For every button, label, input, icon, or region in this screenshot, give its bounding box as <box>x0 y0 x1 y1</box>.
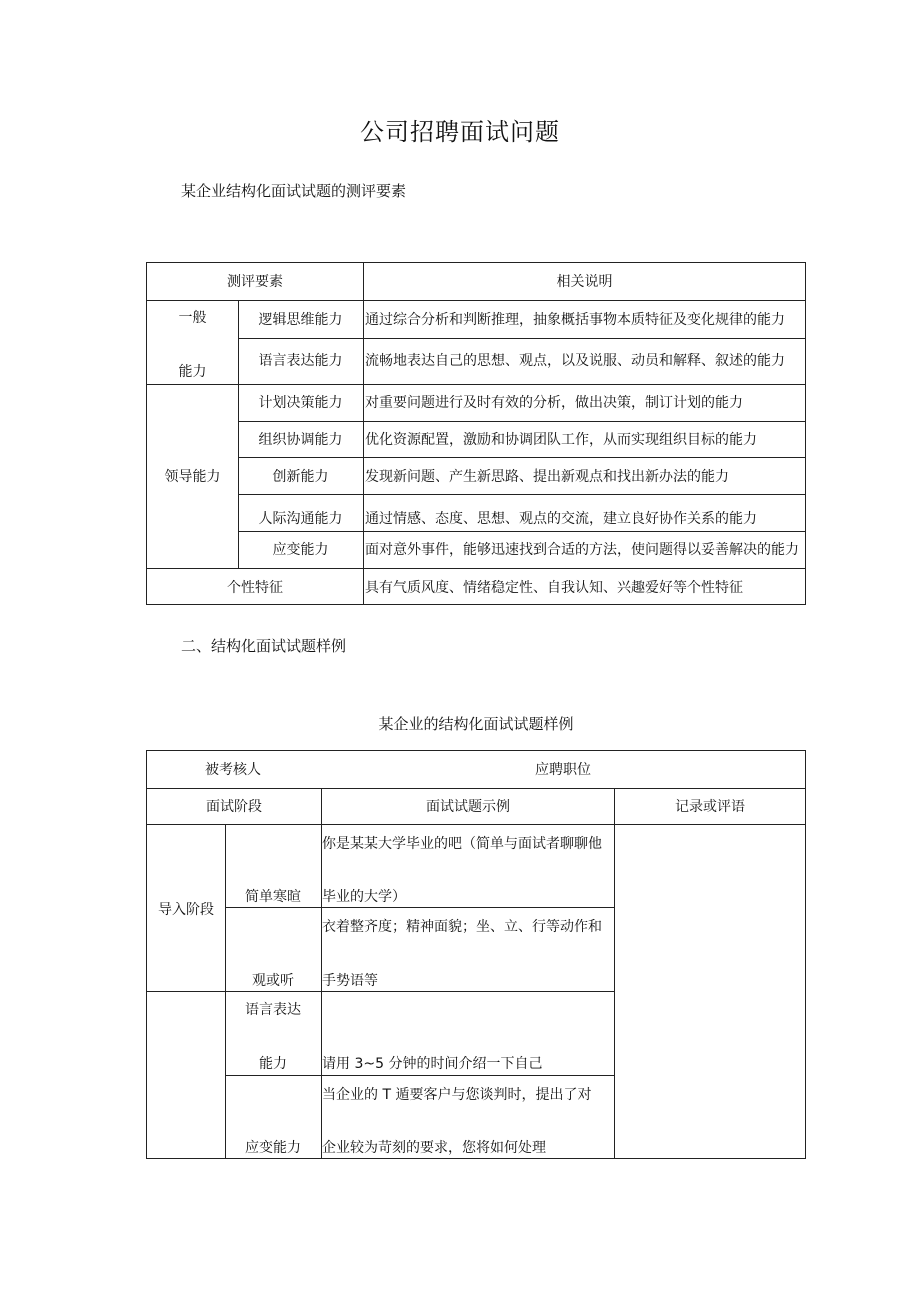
page-title: 公司招聘面试问题 <box>360 118 560 146</box>
sub-stage: 观或听 <box>252 973 294 989</box>
row-item: 计划决策能力 <box>258 395 343 411</box>
header-description: 相关说明 <box>556 274 613 290</box>
row-desc: 通过情感、态度、思想、观点的交流，建立良好协作关系的能力 <box>365 511 757 527</box>
row-desc: 通过综合分析和判断推理，抽象概括事物本质特征及变化规律的能力 <box>365 312 785 328</box>
group-leadership: 领导能力 <box>164 469 221 485</box>
position-label: 应聘职位 <box>535 762 591 778</box>
row-desc: 流畅地表达自己的思想、观点，以及说服、动员和解释、叙述的能力 <box>365 353 785 369</box>
header-question: 面试试题示例 <box>426 799 510 815</box>
sub-stage: 语言表达 <box>245 1002 301 1018</box>
table2-caption: 某企业的结构化面试试题样例 <box>378 715 574 733</box>
sub-stage: 能力 <box>259 1056 287 1072</box>
row-desc: 发现新问题、产生新思路、提出新观点和找出新办法的能力 <box>365 469 729 485</box>
section-heading-1: 某企业结构化面试试题的测评要素 <box>181 182 407 200</box>
row-desc: 面对意外事件，能够迅速找到合适的方法，使问题得以妥善解决的能力 <box>365 542 799 558</box>
personality-desc: 具有气质风度、情绪稳定性、自我认知、兴趣爱好等个性特征 <box>365 580 743 596</box>
row-item: 组织协调能力 <box>258 432 343 448</box>
question-line: 当企业的 T 遁要客户与您谈判时，提出了对 <box>322 1087 592 1103</box>
row-item: 应变能力 <box>272 542 329 558</box>
stage-intro: 导入阶段 <box>158 902 214 918</box>
row-desc: 优化资源配置，激励和协调团队工作，从而实现组织目标的能力 <box>365 432 757 448</box>
question-line: 企业较为苛刻的要求，您将如何处理 <box>322 1140 546 1156</box>
section-heading-2: 二、结构化面试试题样例 <box>181 637 347 655</box>
header-notes: 记录或评语 <box>675 799 745 815</box>
row-item: 创新能力 <box>272 469 329 485</box>
examinee-label: 被考核人 <box>205 762 261 778</box>
question-line: 衣着整齐度；精神面貌；坐、立、行等动作和 <box>322 919 602 935</box>
row-item: 人际沟通能力 <box>258 511 343 527</box>
group-general-line1: 一般 <box>178 310 207 326</box>
group-general-line2: 能力 <box>178 364 207 380</box>
interview-sample-table <box>146 750 806 1159</box>
header-element: 测评要素 <box>227 274 283 290</box>
sub-stage: 简单寒暄 <box>245 889 301 905</box>
personality-item: 个性特征 <box>227 580 283 596</box>
row-desc: 对重要问题进行及时有效的分析，做出决策，制订计划的能力 <box>365 395 743 411</box>
row-item: 逻辑思维能力 <box>258 312 343 328</box>
evaluation-table <box>146 262 806 605</box>
question-line: 你是某某大学毕业的吧（简单与面试者聊聊他 <box>322 836 602 852</box>
question-line: 手势语等 <box>322 973 378 989</box>
header-stage: 面试阶段 <box>206 799 262 815</box>
sub-stage: 应变能力 <box>245 1140 301 1156</box>
question-line: 毕业的大学） <box>322 889 406 905</box>
row-item: 语言表达能力 <box>258 353 343 369</box>
question-line: 请用 3~5 分钟的时间介绍一下自己 <box>322 1056 543 1072</box>
